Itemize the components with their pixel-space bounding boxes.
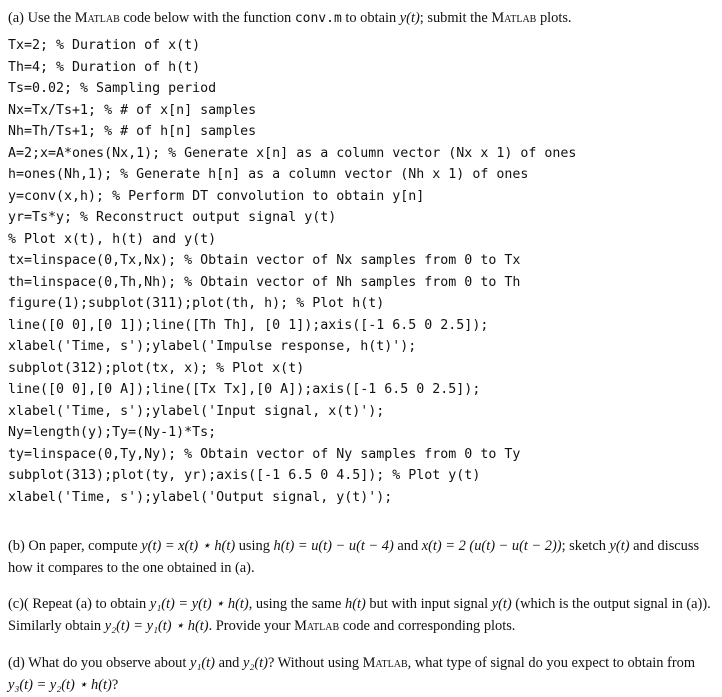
code-line: Tx=2; % Duration of x(t) (8, 38, 201, 53)
code-line: Th=4; % Duration of h(t) (8, 59, 201, 75)
matlab-code-block (8, 35, 576, 508)
function-name: conv.m (294, 11, 342, 26)
equation: y₁(t) (189, 655, 215, 671)
equation: y(t) (609, 538, 630, 554)
code-line: line([0 0],[0 A]);line([Tx Tx],[0 A]);axis([-1 6.5 0 2.5]); (8, 382, 481, 397)
code-line: Nh=Th/Ts+1; % # of h[n] samples (8, 124, 257, 139)
code-line: tx=linspace(0,Tx,Nx); % Obtain vector of Nx samples from 0 to Tx (8, 253, 521, 268)
code-line: th=linspace(0,Th,Nh); % Obtain vector of Nh samples from 0 to Th (8, 274, 521, 290)
signal-y: y(t) (399, 10, 420, 26)
code-line: A=2;x=A*ones(Nx,1); % Generate x[n] as a column vector (Nx x 1) of ones (8, 145, 577, 161)
code-line: y=conv(x,h); % Perform DT convolution to obtain y[n] (8, 188, 425, 204)
code-line: subplot(313);plot(ty, yr);axis([-1 6.5 0 4.5]); % Plot y(t) (8, 468, 481, 483)
code-line: xlabel('Time, s');ylabel('Impulse response, h(t)'); (8, 339, 417, 354)
code-line: yr=Ts*y; % Reconstruct output signal y(t) (8, 210, 337, 225)
code-line: Ts=0.02; % Sampling period (8, 81, 217, 96)
equation: y₂(t) = y₁(t) ⋆ h(t) (104, 618, 209, 634)
code-line: ty=linspace(0,Ty,Ny); % Obtain vector of Ny samples from 0 to Ty (8, 446, 521, 462)
part-b-prompt: (b) On paper, compute y(t) = x(t) ⋆ h(t) using h(t) = u(t) − u(t − 4) and x(t) = 2 (u(t) − u(t − 2)); sketch y(t) and discuss how it compares to the one obtained in (a). (8, 538, 700, 576)
code-line: Nx=Tx/Ts+1; % # of x[n] samples (8, 102, 257, 118)
matlab-word: Matlab (74, 10, 120, 26)
code-line: line([0 0],[0 1]);line([Th Th], [0 1]);axis([-1 6.5 0 2.5]); (8, 317, 489, 333)
equation: y₂(t) (242, 655, 268, 671)
part-c-prompt: (c)( Repeat (a) to obtain y₁(t) = y(t) ⋆ h(t), using the same h(t) but with input signal y(t) (which is the output signal in (a)). Similarly obtain y₂(t) = y₁(t) ⋆ h(t). Provide your Matlab code and corresponding plots. (8, 596, 711, 634)
equation: h(t) = u(t) − u(t − 4) (273, 538, 394, 554)
code-line: xlabel('Time, s');ylabel('Output signal, y(t)'); (8, 489, 393, 505)
equation: x(t) = 2 (u(t) − u(t − 2)) (421, 538, 562, 554)
equation: y₁(t) = y(t) ⋆ h(t) (149, 596, 249, 612)
part-a-label: (a) (8, 10, 24, 26)
equation: y₃(t) = y₂(t) ⋆ h(t) (8, 677, 112, 693)
part-d-prompt: (d) What do you observe about y₁(t) and y₂(t)? Without using Matlab, what type of signal do you expect to obtain from y₃(t) = y₂(t) ⋆ h(t)? (8, 655, 696, 693)
part-a-prompt: (a) Use the Matlab code below with the function conv.m to obtain y(t); submit the Matlab plots. (8, 10, 572, 26)
code-line: % Plot x(t), h(t) and y(t) (8, 231, 217, 247)
code-line: Ny=length(y);Ty=(Ny-1)*Ts; (8, 425, 217, 440)
code-line: figure(1);subplot(311);plot(th, h); % Plot h(t) (8, 296, 385, 311)
code-line: xlabel('Time, s');ylabel('Input signal, x(t)'); (8, 403, 385, 419)
equation: h(t) (345, 596, 366, 612)
equation: y(t) = x(t) ⋆ h(t) (141, 538, 236, 554)
code-line: subplot(312);plot(tx, x); % Plot x(t) (8, 360, 305, 376)
equation: y(t) (491, 596, 512, 612)
code-line: h=ones(Nh,1); % Generate h[n] as a column vector (Nh x 1) of ones (8, 167, 529, 182)
